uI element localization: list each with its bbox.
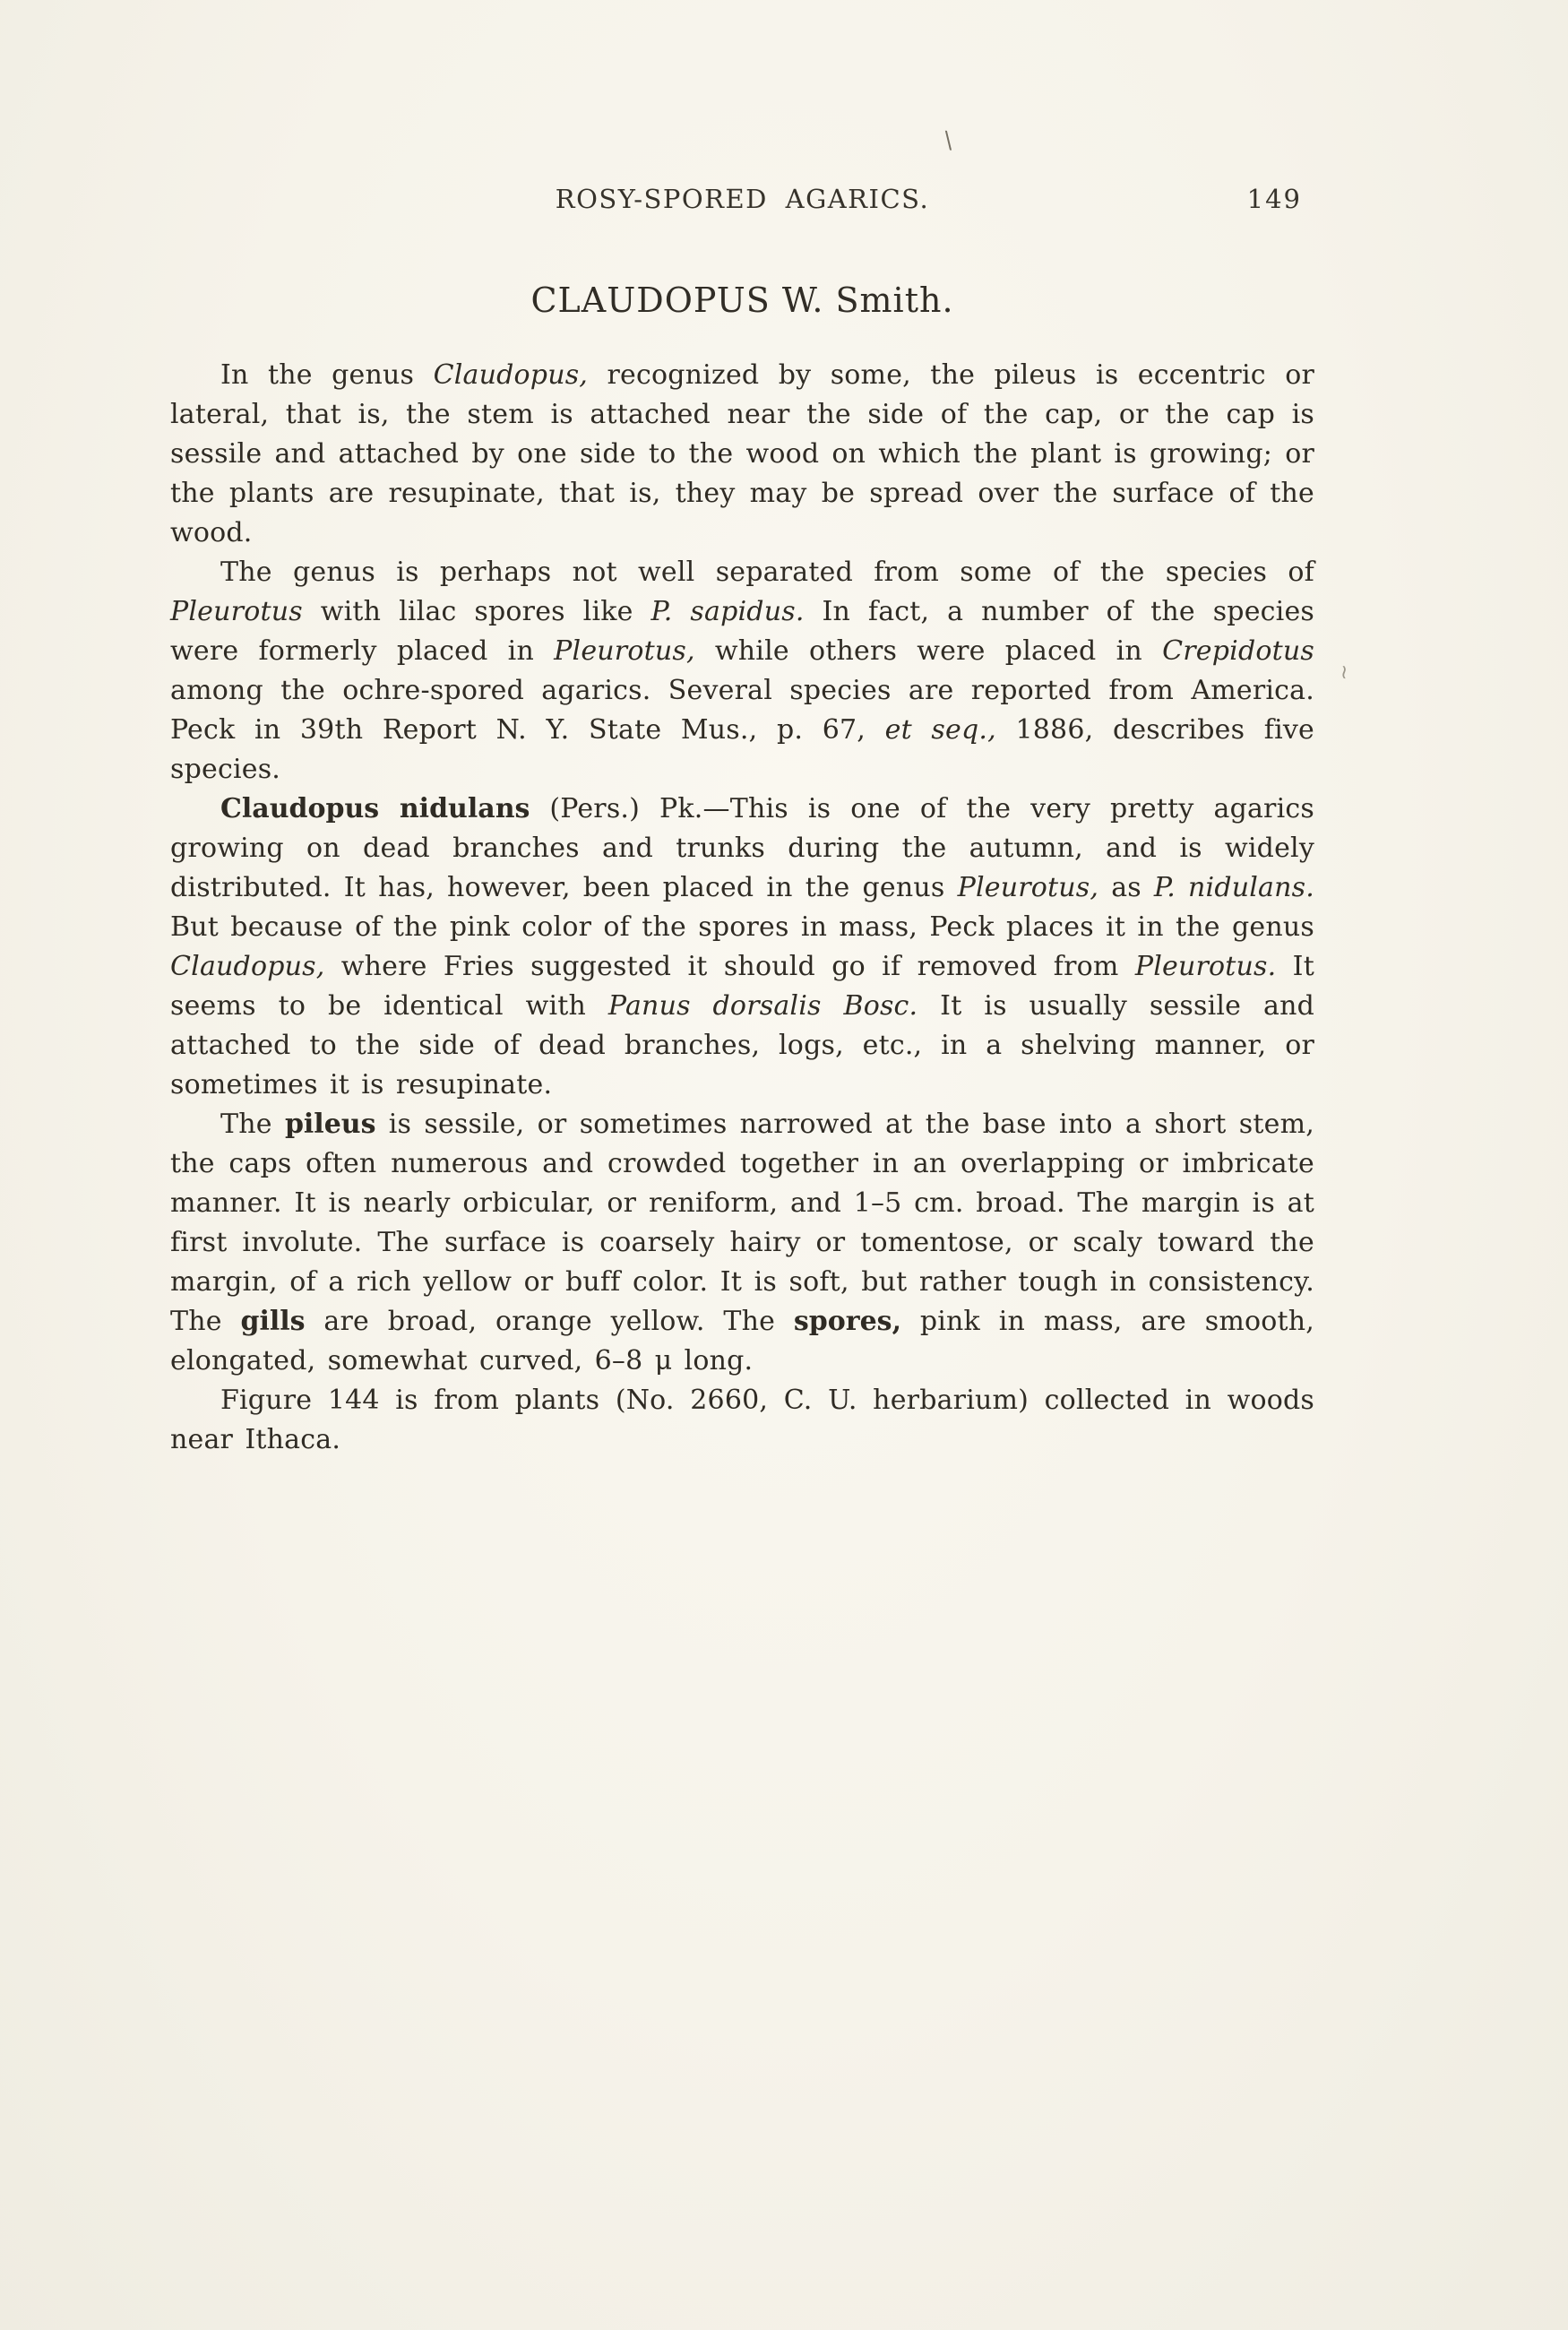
- page-number: 149: [1246, 184, 1302, 214]
- species-name-italic: Pleurotus,: [554, 635, 695, 667]
- species-name-italic: Crepidotus: [1162, 635, 1314, 667]
- species-name-italic: Pleurotus: [170, 596, 303, 627]
- text-run: while others were placed in: [694, 635, 1163, 667]
- term-bold: Claudopus nidulans: [220, 793, 530, 824]
- text-run: as: [1098, 872, 1154, 903]
- text-run: are broad, orange yellow. The: [305, 1306, 794, 1337]
- term-bold: gills: [240, 1306, 306, 1337]
- paragraph: [170, 790, 1314, 1105]
- running-head: [170, 184, 1314, 214]
- paragraph: [170, 1381, 1314, 1460]
- text-run: recognized by some, the pileus is eccentric or lateral, that is, the stem is attached near the side of the cap, or the cap is sessile and attached by one side to the wood on which the plant is growing; or the plants are resupinate, that is, they may be spread over the surface of the wood.: [170, 359, 1314, 548]
- species-name-italic: Pleurotus.: [1134, 951, 1277, 982]
- species-name-italic: Claudopus,: [170, 951, 325, 982]
- scan-artifact-mark: \: [943, 126, 953, 155]
- running-head-title: ROSY-SPORED AGARICS.: [555, 184, 930, 214]
- text-run: is sessile, or sometimes narrowed at the base into a short stem, the caps often numerous and crowded together in an overlapping or imbricate manner. It is nearly orbicular, or reniform, and 1–5 cm. broad. The margin is at first involute. The surface is coarsely hairy or tomentose, or scaly toward the margin, of a rich yellow or buff color. It is soft, but rather tough in consistency. The: [170, 1109, 1314, 1337]
- text-run: The genus is perhaps not well separated from some of the species of: [220, 557, 1314, 588]
- text-run: The: [220, 1109, 285, 1140]
- species-name-italic: Pleurotus,: [957, 872, 1099, 903]
- species-name-italic: Claudopus,: [433, 359, 589, 391]
- species-name-italic: Panus dorsalis Bosc.: [607, 990, 918, 1022]
- species-name-italic: P. nidulans.: [1153, 872, 1314, 903]
- species-name-italic: P. sapidus.: [650, 596, 805, 627]
- text-run: In the genus: [220, 359, 434, 391]
- text-run: pink in mass, are smooth, elongated, somewhat curved, 6–8 μ long.: [170, 1306, 1315, 1376]
- paragraph: [170, 356, 1314, 553]
- book-page: [170, 0, 1314, 1460]
- text-run: Figure 144 is from plants (No. 2660, C. U. herbarium) collected in woods near Ithaca.: [170, 1385, 1314, 1455]
- term-bold: spores,: [793, 1306, 902, 1337]
- text-run: 1886, describes five species.: [170, 714, 1314, 785]
- body-text: [170, 356, 1314, 1460]
- text-run: It seems to be identical with: [170, 951, 1314, 1022]
- text-run: (Pers.) Pk.—This is one of the very pretty agarics growing on dead branches and trunks during the autumn, and is widely distributed. It has, however, been placed in the genus: [170, 793, 1314, 903]
- text-run: It is usually sessile and attached to the side of dead branches, logs, etc., in a shelving manner, or sometimes it is resupinate.: [170, 990, 1314, 1100]
- species-name-italic: et seq.,: [884, 714, 996, 746]
- text-run: among the ochre-spored agarics. Several species are reported from America. Peck in 39th Report N. Y. State Mus., p. 67,: [170, 675, 1314, 746]
- text-run: where Fries suggested it should go if removed from: [324, 951, 1135, 982]
- scan-artifact-squiggle: ≀: [1340, 660, 1348, 685]
- text-run: with lilac spores like: [302, 596, 651, 627]
- text-run: But because of the pink color of the spores in mass, Peck places it in the genus: [170, 911, 1314, 943]
- paragraph: [170, 1105, 1314, 1381]
- text-run: In fact, a number of the species were formerly placed in: [170, 596, 1314, 667]
- paragraph: [170, 553, 1314, 790]
- term-bold: pileus: [284, 1109, 376, 1140]
- section-title: CLAUDOPUS W. Smith.: [530, 280, 954, 320]
